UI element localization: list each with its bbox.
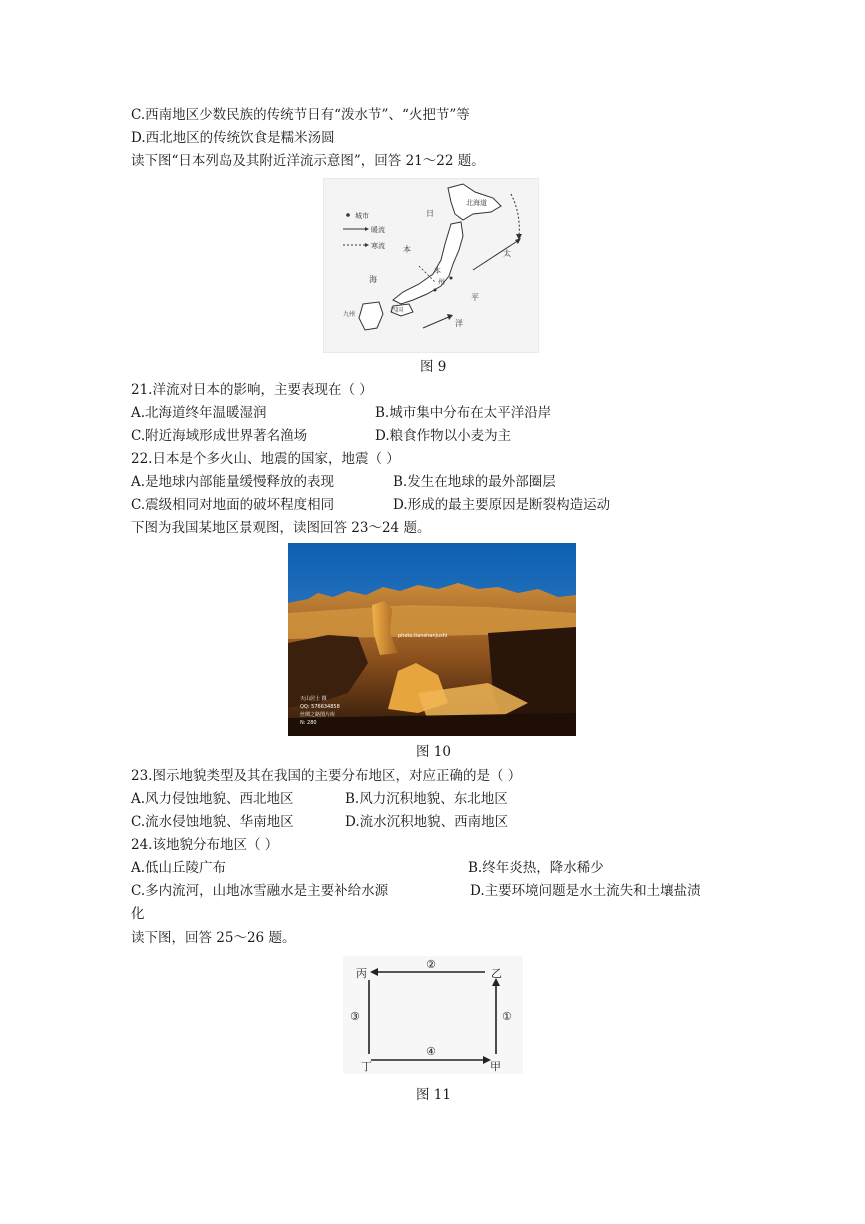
question-22: 22.日本是个多火山、地震的国家，地震（ ）	[131, 451, 400, 467]
number-3: ③	[350, 1010, 360, 1023]
q21-option-b: B.城市集中分布在太平洋沿岸	[375, 405, 552, 421]
option-d-line: D.西北地区的传统饮食是糯米汤圆	[131, 130, 335, 146]
ocean-label-yang: 洋	[455, 319, 463, 328]
label-jia: 甲	[490, 1060, 501, 1073]
label-yi: 乙	[491, 967, 502, 980]
question-23: 23.图示地貌类型及其在我国的主要分布地区，对应正确的是（ ）	[131, 768, 522, 784]
q21-option-a: A.北海道终年温暖湿润	[131, 405, 267, 421]
q24-option-d: D.主要环境问题是水土流失和土壤盐渍	[470, 883, 701, 899]
honshu-label-ben: 本	[434, 267, 441, 275]
label-bing: 丙	[356, 967, 367, 980]
sea-label-ben: 本	[403, 245, 411, 254]
sea-label-hai: 海	[369, 275, 377, 284]
photo-credit-number: N: 280	[300, 720, 317, 726]
shikoku-label: 四国	[391, 307, 404, 314]
q23-option-a: A.风力侵蚀地貌、西北地区	[131, 791, 294, 807]
label-ding: 丁	[361, 1060, 372, 1073]
q23-option-d: D.流水沉积地貌、西南地区	[345, 814, 509, 830]
q21-option-d: D.粮食作物以小麦为主	[375, 428, 512, 444]
q22-option-b: B.发生在地球的最外部圈层	[393, 474, 556, 490]
cycle-diagram	[343, 956, 523, 1074]
city-dot	[450, 277, 453, 280]
yardang-landscape-photo	[288, 543, 576, 736]
japan-current-map	[323, 178, 539, 353]
number-4: ④	[426, 1045, 436, 1058]
q24-option-d-wrap: 化	[131, 906, 145, 922]
photo-credit-author: 天山居士 摄	[300, 696, 327, 702]
question-21: 21.洋流对日本的影响，主要表现在（ ）	[131, 382, 373, 398]
question-24: 24.该地貌分布地区（ ）	[131, 837, 279, 853]
option-c-line: C.西南地区少数民族的传统节日有“泼水节”、“火把节”等	[131, 107, 470, 123]
photo-credit-library: 丝绸之路图片库	[300, 712, 336, 718]
legend-cold-label: 寒流	[371, 242, 385, 250]
legend-warm-label: 暖流	[371, 226, 385, 234]
photo-credit-qq: QQ: 576634858	[300, 704, 340, 710]
figure-9-caption: 图 9	[420, 359, 447, 375]
intro-23-24: 下图为我国某地区景观图，读图回答 23～24 题。	[131, 520, 431, 536]
q22-option-a: A.是地球内部能量缓慢释放的表现	[131, 474, 335, 490]
honshu-label-zhou: 州	[438, 278, 445, 286]
q22-option-c: C.震级相同对地面的破坏程度相同	[131, 497, 335, 513]
q23-option-b: B.风力沉积地貌、东北地区	[345, 791, 508, 807]
intro-25-26: 读下图，回答 25～26 题。	[131, 930, 296, 946]
number-1: ①	[502, 1010, 512, 1023]
sea-label-ri: 日	[426, 209, 434, 218]
q22-option-d: D.形成的最主要原因是断裂构造运动	[393, 497, 611, 513]
hokkaido-label: 北海道	[466, 199, 487, 207]
q24-option-c: C.多内流河，山地冰雪融水是主要补给水源	[131, 883, 389, 899]
q24-option-a: A.低山丘陵广布	[131, 860, 227, 876]
number-2: ②	[426, 958, 436, 971]
figure-10-caption: 图 10	[416, 744, 451, 760]
city-dot	[434, 289, 437, 292]
q21-option-c: C.附近海域形成世界著名渔场	[131, 428, 308, 444]
ocean-label-ping: 平	[471, 293, 479, 302]
q23-option-c: C.流水侵蚀地貌、华南地区	[131, 814, 294, 830]
figure-11-caption: 图 11	[416, 1087, 451, 1103]
photo-watermark: photo.tianshanjushi	[398, 633, 448, 639]
intro-21-22: 读下图“日本列岛及其附近洋流示意图”，回答 21～22 题。	[131, 153, 485, 169]
kyushu-label: 九州	[343, 311, 356, 318]
legend-city-label: 城市	[355, 212, 369, 220]
ocean-label-tai: 太	[503, 249, 511, 258]
q24-option-b: B.终年炎热，降水稀少	[468, 860, 604, 876]
legend-city-icon	[346, 213, 350, 217]
